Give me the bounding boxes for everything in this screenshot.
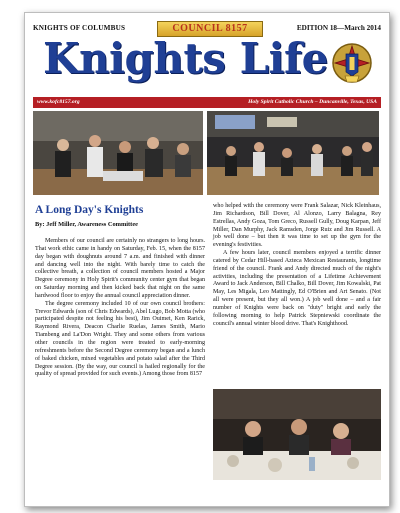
council-badge: COUNCIL 8157 <box>157 21 263 37</box>
paragraph: A few hours later, council members enjoyed a terrific dinner catered by Cedar Hill-based Azteca Mexican Restaurants, longtime friend of the council. Frank and Andy directed much of the night's activities, including the presentation of a Lifetime Achievement Award to Jack Anderson, Bill Chalko, Bill Dover, Jim Kowalski, Pat May, Les Migala, Leo Mattingly, Ed O'Brien and Art Senato. (Not all were present, but they all won.) A job well done – and a fair number of Knights were back on "duty" bright and early the following morning to help Patrick Stepniewski coordinate the council's annual winter blood drive. That's Knighthood. <box>213 250 381 327</box>
paragraph: who helped with the ceremony were Frank Salazar, Nick Kleinhaus, Jim Richardson, Bill Dover, Al Alonzo, Larry Balagna, Rey Estrellas, Andy Goza, Tom Greco, Russell Gully, Doug Karpan, Jeff Miller, Dan Murphy, Jack Ramsden, Jorge Ruiz and Jim Russell. A job well done – but then it was time to set up the gym for the evening's festivities. <box>213 203 381 249</box>
article-column-1 <box>35 238 205 379</box>
paragraph: The degree ceremony included 10 of our own council brothers: Trevor Edwards (son of Chris Edwards), Abel Lugo, Bob Motta (who participated despite not feeling his best), Jim Ouimet, Ken Rarick, Raymond Rivera, Deacon Charlie Ruelas, James Smith, Mario Tiambeng and La'Don Wright. They and some others from various other councils in the region were treated to early-morning refreshments before the Second Degree ceremony began and a lunch of baked chicken, mixed vegetables and potato salad after the Third Degree session. (By the way, our council is hailed regionally for the quality of spread provided for such events.) Among those from 8157 <box>35 300 205 378</box>
article-column-2 <box>213 203 381 329</box>
masthead <box>33 34 379 90</box>
article-byline: By: Jeff Miller, Awareness Committee <box>35 221 138 228</box>
church-label: Holy Spirit Catholic Church – Duncanville, Texas, USA <box>248 99 377 105</box>
kofc-emblem-icon <box>331 40 373 86</box>
dinner-photo <box>213 389 381 480</box>
org-name: KNIGHTS OF COLUMBUS <box>33 24 126 32</box>
website-link[interactable]: www.kofc8157.org <box>37 99 80 105</box>
gym-hall-photo <box>207 111 379 195</box>
article-headline: A Long Day's Knights <box>35 204 144 216</box>
edition-label: EDITION 18—March 2014 <box>296 24 381 32</box>
newsletter-title: Knights Life <box>43 34 328 83</box>
paragraph: Members of our council are certainly no strangers to long hours. That work ethic came in handy on Saturday, Feb. 15, when the 8157 day began with doughnuts around 7 a.m. and finished with dinner and dancing well into the night. With barely time to catch the collective breath, a collection of council members hosted a Major Degree ceremony in Holy Spirit's community center gym that began on Saturday morning and then kicked back that night on the same hardwood floor to enjoy the annual council appreciation dinner. <box>35 238 205 299</box>
ceremony-photo <box>33 111 203 195</box>
newsletter-page <box>24 12 390 507</box>
info-bar <box>33 97 381 108</box>
